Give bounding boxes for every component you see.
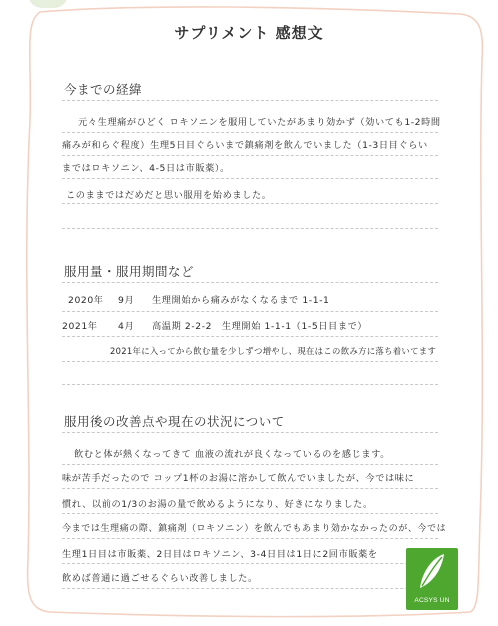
line-rule bbox=[62, 311, 438, 312]
line-rule bbox=[62, 384, 438, 385]
line-rule bbox=[62, 588, 438, 589]
improvement-line-6: 飲めば普通に過ごせるぐらい改善しました。 bbox=[62, 573, 258, 584]
leaf-icon bbox=[416, 552, 448, 592]
line-rule bbox=[62, 464, 438, 465]
line-rule bbox=[62, 132, 438, 133]
line-rule bbox=[62, 155, 438, 156]
history-line-4: このままではだめだと思い服用を始めました。 bbox=[66, 190, 272, 201]
history-line-1: 元々生理痛がひどく ロキソニンを服用していたがあまり効かず（効いても1-2時間 bbox=[78, 117, 441, 128]
section-heading-improvement: 服用後の改善点や現在の状況について bbox=[64, 414, 285, 429]
heading-rule bbox=[62, 100, 438, 101]
line-rule bbox=[62, 513, 438, 514]
line-rule bbox=[62, 336, 438, 337]
dosage-text-2: 高温期 2-2-2 生理開始 1-1-1（1-5日目まで） bbox=[152, 321, 368, 332]
improvement-line-2: 味が苦手だったので コップ1杯のお湯に溶かして飲んでいましたが、今では味に bbox=[62, 473, 415, 484]
line-rule bbox=[62, 203, 438, 204]
dosage-text-1: 生理開始から痛みがなくなるまで 1-1-1 bbox=[152, 295, 330, 306]
dosage-note: 2021年に入ってから飲む量を少しずつ増やし、現在はこの飲み方に落ち着いてます bbox=[110, 346, 437, 356]
dosage-month-2: 4月 bbox=[118, 321, 135, 332]
page-title: サプリメント 感想文 bbox=[174, 24, 324, 42]
dosage-year-2: 2021年 bbox=[62, 321, 98, 332]
line-rule bbox=[62, 538, 438, 539]
dosage-month-1: 9月 bbox=[118, 295, 135, 306]
history-line-3: まではロキソニン、4-5日は市販薬）。 bbox=[62, 163, 230, 174]
logo-text: ACSYS UN bbox=[414, 597, 450, 604]
heading-rule bbox=[62, 282, 438, 283]
line-rule bbox=[62, 563, 438, 564]
improvement-line-3: 慣れ、以前の1/3のお湯の量で飲めるようになり、好きになりました。 bbox=[62, 499, 373, 510]
line-rule bbox=[62, 361, 438, 362]
improvement-line-1: 飲むと体が熱くなってきて 血液の流れが良くなっているのを感じます。 bbox=[74, 449, 390, 460]
section-heading-dosage: 服用量・服用期間など bbox=[64, 264, 195, 279]
history-line-2: 痛みが和らぐ程度）生理5日目ぐらいまで鎮痛剤を飲んでいました（1-3日目ぐらい bbox=[62, 140, 428, 151]
line-rule bbox=[62, 178, 438, 179]
dosage-year-1: 2020年 bbox=[68, 295, 104, 306]
improvement-line-4: 今までは生理痛の際、鎮痛剤（ロキソニン）を飲んでもあまり効かなかったのが、今では bbox=[62, 523, 447, 534]
line-rule bbox=[62, 228, 438, 229]
brand-logo bbox=[406, 548, 458, 610]
line-rule bbox=[62, 488, 438, 489]
heading-rule bbox=[62, 432, 438, 433]
improvement-line-5: 生理1日目は市販薬、2日目はロキソニン、3-4日目は1日に2回市販薬を bbox=[62, 549, 378, 560]
section-heading-history: 今までの経緯 bbox=[64, 82, 143, 97]
